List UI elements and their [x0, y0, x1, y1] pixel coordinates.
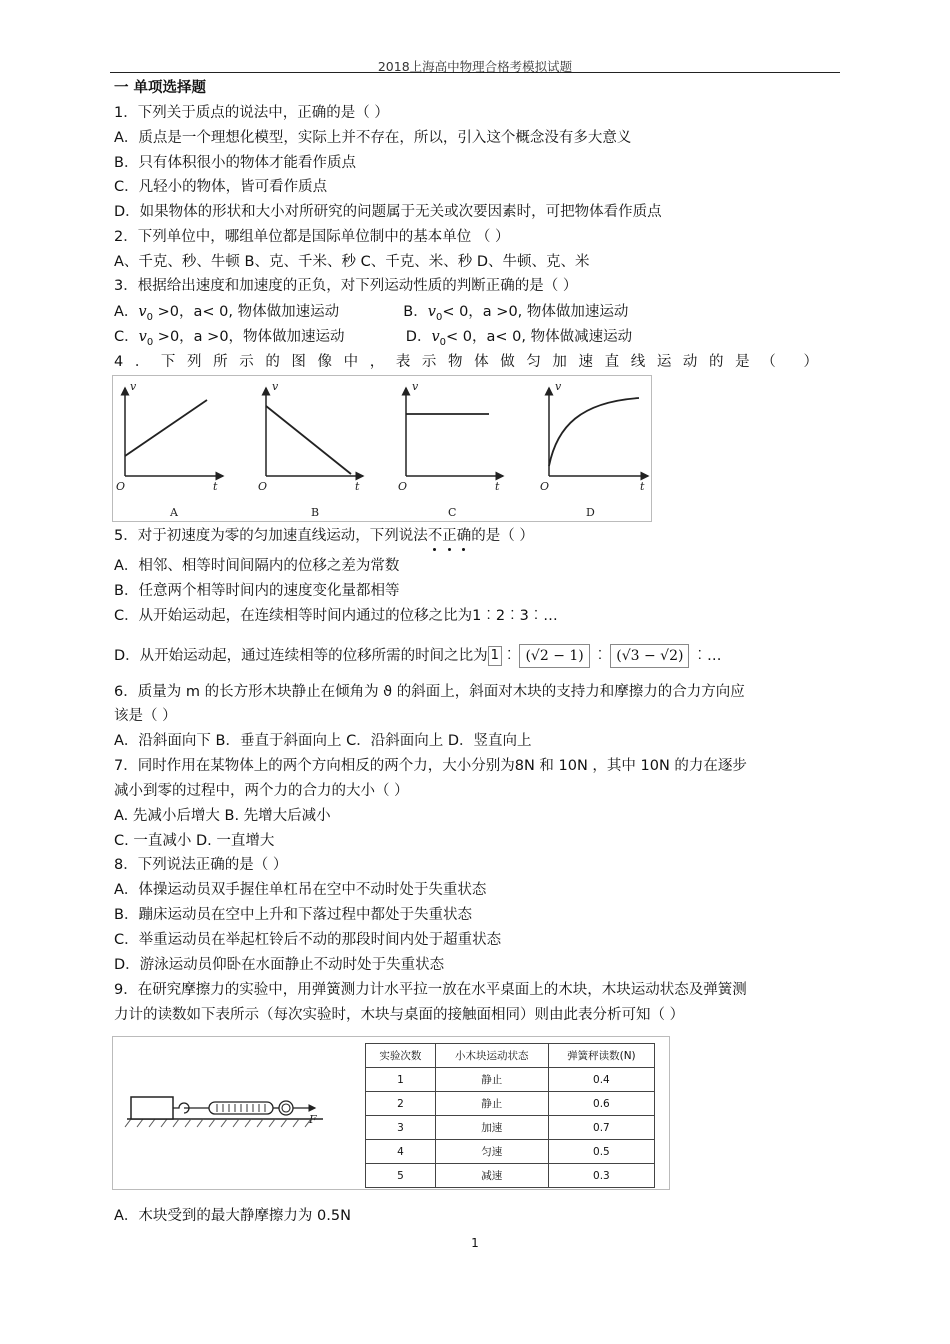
q8-option-d: D．游泳运动员仰卧在水面静止不动时处于失重状态 — [114, 957, 445, 973]
q1-option-b: B．只有体积很小的物体才能看作质点 — [114, 155, 356, 171]
table-row — [366, 1092, 655, 1116]
graph-a-t-label: t — [213, 480, 218, 493]
table-header: 小木块运动状态 — [435, 1044, 548, 1068]
graph-a-line — [125, 400, 207, 456]
graph-a — [116, 380, 223, 519]
q5-emph-3 — [457, 528, 472, 544]
graph-b-origin: O — [258, 480, 268, 493]
q9-option-a: A．木块受到的最大静摩擦力为 0.5N — [114, 1208, 351, 1224]
q3-b-v: v — [427, 304, 436, 320]
q6-stem-2: 该是（ ） — [114, 708, 177, 724]
table-cell: 0.6 — [548, 1092, 654, 1116]
graph-d-curve — [549, 398, 639, 466]
q5-d-sep-2: ︰ — [592, 648, 608, 664]
q6-stem-1: 6．质量为 m 的长方形木块静止在倾角为 ϑ 的斜面上，斜面对木块的支持力和摩擦力的合力方向应 — [114, 684, 745, 700]
q1-stem: 1．下列关于质点的说法中，正确的是（ ） — [114, 105, 389, 121]
table-cell: 0.7 — [548, 1116, 654, 1140]
q5-stem-after: 的是（ ） — [471, 528, 534, 544]
emphasis-dot — [448, 548, 451, 551]
q3-a-text: >0，a< 0, 物体做加速运动 — [153, 304, 340, 320]
q3-options-cd — [114, 327, 632, 353]
q4-graphs-figure — [112, 375, 652, 522]
graph-b-v-label: v — [272, 380, 279, 393]
table-header-row — [366, 1044, 655, 1068]
q8-option-a: A．体操运动员双手握住单杠吊在空中不动时处于失重状态 — [114, 882, 487, 898]
q2-stem: 2．下列单位中，哪组单位都是国际单位制中的基本单位 （ ） — [114, 229, 510, 245]
graph-d — [540, 380, 648, 519]
q9-data-table — [365, 1043, 655, 1188]
table-cell: 加速 — [435, 1116, 548, 1140]
q8-option-c: C．举重运动员在举起杠铃后不动的那段时间内处于超重状态 — [114, 932, 502, 948]
page-number: 1 — [471, 1236, 479, 1250]
q1-option-a: A．质点是一个理想化模型，实际上并不存在，所以，引入这个概念没有多大意义 — [114, 130, 632, 146]
force-label: F — [309, 1113, 317, 1126]
table-row — [366, 1164, 655, 1188]
q5-d-ellipsis: ︰… — [692, 648, 722, 664]
emphasis-dot — [462, 548, 465, 551]
q6-options: A．沿斜面向下 B．垂直于斜面向上 C．沿斜面向上 D．竖直向上 — [114, 733, 532, 749]
graph-a-v-label: v — [130, 380, 137, 393]
header-rule — [110, 72, 840, 73]
table-cell: 0.4 — [548, 1068, 654, 1092]
q3-d-label: D． — [405, 329, 432, 345]
q5-d-prefix: D．从开始运动起，通过连续相等的位移所需的时间之比为 — [114, 648, 488, 664]
graph-c-v-label: v — [412, 380, 419, 393]
table-row — [366, 1116, 655, 1140]
graph-b-line — [266, 406, 351, 474]
q1-option-d: D．如果物体的形状和大小对所研究的问题属于无关或次要因素时，可把物体看作质点 — [114, 204, 662, 220]
q3-c-sub: 0 — [146, 336, 154, 348]
q5-option-a: A．相邻、相等时间间隔内的位移之差为常数 — [114, 558, 400, 574]
q7-options-cd: C. 一直减小 D. 一直增大 — [114, 833, 275, 849]
graph-c-t-label: t — [495, 480, 500, 493]
q3-b-sub: 0 — [435, 311, 443, 323]
table-cell: 减速 — [435, 1164, 548, 1188]
table-cell: 匀速 — [435, 1140, 548, 1164]
q4-graphs-svg — [113, 376, 651, 521]
q3-a-sub: 0 — [146, 311, 153, 323]
page-header: 2018上海高中物理合格考模拟试题 — [377, 59, 573, 74]
q5-d-sep-1: ︰ — [501, 648, 517, 664]
q1-option-c: C．凡轻小的物体，皆可看作质点 — [114, 179, 328, 195]
table-row — [366, 1068, 655, 1092]
q5-emph-3-text: 确 — [456, 528, 472, 544]
table-cell: 4 — [366, 1140, 436, 1164]
table-cell: 3 — [366, 1116, 436, 1140]
q3-a-label: A． — [114, 304, 139, 320]
q8-stem: 8．下列说法正确的是（ ） — [114, 857, 288, 873]
table-cell: 静止 — [435, 1092, 548, 1116]
q2-options: A、千克、秒、牛顿 B、克、千米、秒 C、千克、米、秒 D、牛顿、克、米 — [114, 254, 590, 270]
q7-options-ab: A. 先减小后增大 B. 先增大后减小 — [114, 808, 331, 824]
q5-stem-before: 5．对于初速度为零的匀加速直线运动，下列说法 — [114, 528, 428, 544]
graph-c — [398, 380, 503, 519]
q3-d-v: v — [431, 329, 440, 345]
graph-d-letter: D — [586, 506, 595, 519]
table-cell: 2 — [366, 1092, 436, 1116]
q5-emph-2-text: 正 — [442, 528, 457, 544]
graph-a-origin: O — [116, 480, 126, 493]
graph-d-origin: O — [540, 480, 550, 493]
q5-d-term-2: (√3 − √2) — [610, 644, 689, 668]
scale-ring — [279, 1101, 293, 1115]
q9-stem-2: 力计的读数如下表所示（每次实验时，木块与桌面的接触面相同）则由此表分析可知（ ） — [114, 1007, 685, 1023]
q3-options-ab — [114, 302, 628, 328]
q3-c-label: C． — [114, 329, 139, 345]
q9-apparatus-svg — [113, 1037, 343, 1189]
emphasis-dot — [433, 548, 436, 551]
q4-stem: 4．下列所示的图像中，表示物体做匀加速直线运动的是（ ） — [114, 354, 830, 370]
table-header: 弹簧秤读数(N) — [548, 1044, 654, 1068]
q5-emph-1 — [428, 528, 443, 544]
table-header: 实验次数 — [366, 1044, 436, 1068]
q9-experiment-figure — [112, 1036, 670, 1190]
table-cell: 1 — [366, 1068, 436, 1092]
graph-c-letter: C — [448, 506, 457, 519]
q3-b-label: B． — [403, 304, 428, 320]
q3-a-v: v — [138, 304, 147, 320]
graph-d-t-label: t — [640, 480, 645, 493]
graph-b-letter: B — [311, 506, 320, 519]
q3-stem: 3．根据给出速度和加速度的正负，对下列运动性质的判断正确的是（ ） — [114, 278, 578, 294]
q7-stem-2: 减小到零的过程中，两个力的合力的大小（ ） — [114, 783, 409, 799]
q5-d-one: 1 — [488, 646, 502, 666]
table-row — [366, 1140, 655, 1164]
q9-stem-1: 9．在研究摩擦力的实验中，用弹簧测力计水平拉一放在水平桌面上的木块，木块运动状态及弹簧测 — [114, 982, 747, 998]
q3-b-text: < 0，a >0, 物体做加速运动 — [442, 304, 629, 320]
q3-d-sub: 0 — [439, 336, 447, 348]
q5-stem — [114, 526, 534, 546]
surface-hatching — [125, 1119, 311, 1127]
q3-c-v: v — [138, 329, 147, 345]
q5-option-d — [114, 644, 721, 668]
q7-stem-1: 7．同时作用在某物体上的两个方向相反的两个力，大小分别为8N 和 10N ，其中 10N 的力在逐步 — [114, 758, 747, 774]
q8-option-b: B．蹦床运动员在空中上升和下落过程中都处于失重状态 — [114, 907, 472, 923]
graph-b — [258, 380, 363, 519]
section-title: 一 单项选择题 — [114, 80, 207, 96]
table-cell: 0.3 — [548, 1164, 654, 1188]
graph-c-origin: O — [398, 480, 408, 493]
graph-a-letter: A — [170, 506, 178, 519]
q3-c-text: >0，a >0，物体做加速运动 — [153, 329, 345, 345]
q5-d-term-1: (√2 − 1) — [519, 644, 589, 668]
q5-option-c: C．从开始运动起，在连续相等时间内通过的位移之比为1︰2︰3︰… — [114, 608, 558, 624]
q5-emph-1-text: 不 — [427, 528, 443, 544]
q5-emph-2 — [442, 528, 457, 544]
table-cell: 0.5 — [548, 1140, 654, 1164]
graph-d-v-label: v — [555, 380, 562, 393]
wooden-block — [131, 1097, 173, 1119]
q5-option-b: B．任意两个相等时间内的速度变化量都相等 — [114, 583, 400, 599]
table-cell: 5 — [366, 1164, 436, 1188]
graph-b-t-label: t — [355, 480, 360, 493]
q3-d-text: < 0，a< 0, 物体做减速运动 — [446, 329, 633, 345]
table-cell: 静止 — [435, 1068, 548, 1092]
